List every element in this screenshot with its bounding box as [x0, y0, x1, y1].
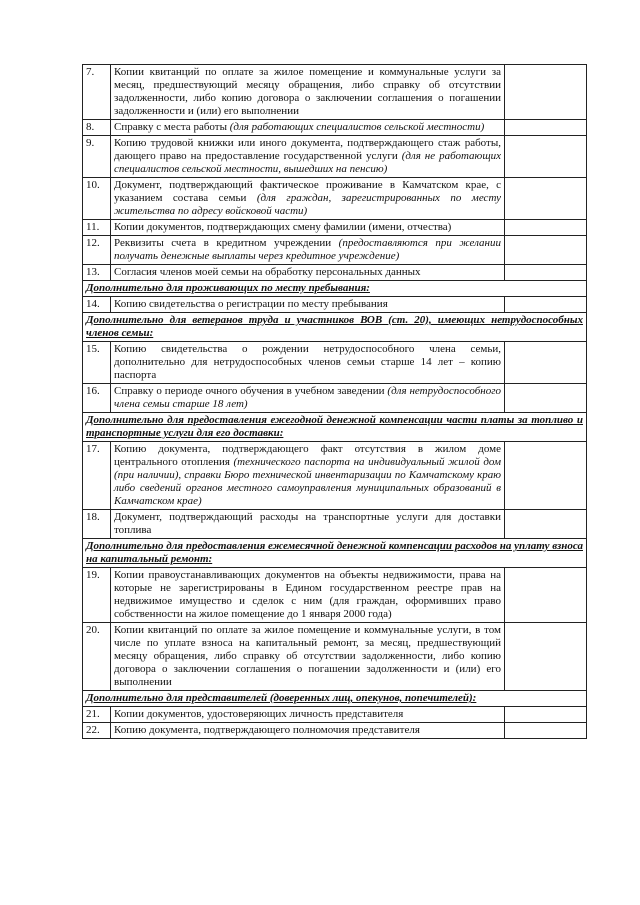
document-text: Реквизиты счета в кредитном учреждении	[114, 237, 339, 249]
document-row	[83, 178, 587, 220]
section-heading-row	[83, 413, 587, 442]
document-description	[111, 568, 505, 623]
document-row	[83, 120, 587, 136]
row-number: 8.	[83, 120, 111, 136]
document-description	[111, 297, 505, 313]
document-row	[83, 442, 587, 510]
row-number: 14.	[83, 297, 111, 313]
mark-cell[interactable]	[505, 568, 587, 623]
document-text: Копию документа, подтверждающего полномочия представителя	[114, 724, 420, 736]
documents-table	[82, 64, 587, 739]
document-row	[83, 65, 587, 120]
document-row	[83, 236, 587, 265]
mark-cell[interactable]	[505, 297, 587, 313]
row-number: 13.	[83, 265, 111, 281]
document-description	[111, 178, 505, 220]
mark-cell[interactable]	[505, 236, 587, 265]
document-note: (для нетрудоспособного члена семьи старше 18 лет)	[114, 385, 501, 410]
row-number: 22.	[83, 723, 111, 739]
mark-cell[interactable]	[505, 442, 587, 510]
document-row	[83, 723, 587, 739]
document-note: (для не работающих специалистов сельской местности, вышедших на пенсию)	[114, 150, 502, 175]
document-description	[111, 510, 505, 539]
document-note: (для граждан, зарегистрированных по месту жительства по адресу войсковой части)	[114, 192, 501, 217]
mark-cell[interactable]	[505, 265, 587, 281]
mark-cell[interactable]	[505, 623, 587, 691]
document-description	[111, 623, 505, 691]
mark-cell[interactable]	[505, 65, 587, 120]
document-row	[83, 568, 587, 623]
row-number: 16.	[83, 384, 111, 413]
row-number: 7.	[83, 65, 111, 120]
document-description	[111, 342, 505, 384]
document-text: Документ, подтверждающий фактическое проживание в Камчатском крае, с указанием состава семьи	[114, 179, 501, 204]
document-text: Копию трудовой книжки или иного документа, подтверждающего стаж работы, дающего право на предоставление государственной услуги	[114, 137, 501, 162]
document-text: Копии правоустанавливающих документов на объекты недвижимости, права на которые не зарегистрированы в Едином государственном реестре прав на недвижимое имущество и сделок с ним (для граждан, оформивших право собственности на жилое помещение до 1 января 2000 года)	[114, 569, 501, 620]
document-text: Справку о периоде очного обучения в учебном заведении	[114, 385, 388, 397]
document-row	[83, 136, 587, 178]
document-description	[111, 120, 505, 136]
row-number: 17.	[83, 442, 111, 510]
document-row	[83, 342, 587, 384]
document-text: Справку с места работы	[114, 121, 230, 133]
row-number: 20.	[83, 623, 111, 691]
document-description	[111, 707, 505, 723]
document-row	[83, 623, 587, 691]
document-description	[111, 220, 505, 236]
mark-cell[interactable]	[505, 136, 587, 178]
mark-cell[interactable]	[505, 220, 587, 236]
document-text: Копию документа, подтверждающего факт отсутствия в жилом доме центрального отопления	[114, 443, 501, 468]
mark-cell[interactable]	[505, 707, 587, 723]
section-heading: Дополнительно для ветеранов труда и участников ВОВ (ст. 20), имеющих нетрудоспособных членов семьи:	[83, 313, 587, 342]
document-note: (предоставляются при желании получать денежные выплаты через кредитное учреждение)	[114, 237, 502, 262]
document-row	[83, 384, 587, 413]
row-number: 18.	[83, 510, 111, 539]
document-description	[111, 65, 505, 120]
document-text: Копии квитанций по оплате за жилое помещение и коммунальные услуги за месяц, предшествующий месяцу обращения, либо справку об отсутствии задолженности, либо копию договора о заключении соглашения о погашении задолженности и (или) его выполнении	[114, 66, 501, 117]
row-number: 19.	[83, 568, 111, 623]
document-row	[83, 707, 587, 723]
section-heading: Дополнительно для предоставления ежемесячной денежной компенсации расходов на уплату взноса на капитальный ремонт:	[83, 539, 587, 568]
document-row	[83, 265, 587, 281]
mark-cell[interactable]	[505, 120, 587, 136]
document-description	[111, 384, 505, 413]
row-number: 15.	[83, 342, 111, 384]
section-heading-row	[83, 281, 587, 297]
document-text: Копии документов, подтверждающих смену фамилии (имени, отчества)	[114, 221, 452, 233]
documents-table-body	[83, 65, 587, 739]
document-row	[83, 510, 587, 539]
section-heading: Дополнительно для предоставления ежегодной денежной компенсации части платы за топливо и транспортные услуги для его доставки:	[83, 413, 587, 442]
document-text: Копию свидетельства о рождении нетрудоспособного члена семьи, дополнительно для нетрудоспособных членов семьи старше 14 лет – копию паспорта	[114, 343, 501, 381]
section-heading: Дополнительно для представителей (доверенных лиц, опекунов, попечителей):	[83, 691, 587, 707]
mark-cell[interactable]	[505, 178, 587, 220]
document-note: (для работающих специалистов сельской местности)	[229, 121, 485, 133]
row-number: 12.	[83, 236, 111, 265]
section-heading: Дополнительно для проживающих по месту пребывания:	[83, 281, 587, 297]
document-description	[111, 723, 505, 739]
mark-cell[interactable]	[505, 384, 587, 413]
mark-cell[interactable]	[505, 342, 587, 384]
document-row	[83, 297, 587, 313]
row-number: 10.	[83, 178, 111, 220]
row-number: 21.	[83, 707, 111, 723]
section-heading-row	[83, 313, 587, 342]
section-heading-row	[83, 691, 587, 707]
document-row	[83, 220, 587, 236]
document-description	[111, 136, 505, 178]
document-text: Согласия членов моей семьи на обработку персональных данных	[114, 266, 421, 278]
document-text: Документ, подтверждающий расходы на транспортные услуги для доставки топлива	[114, 511, 501, 536]
document-note: (технического паспорта на индивидуальный жилой дом (при наличии), справки Бюро технической инвентаризации по Камчатскому краю либо сведений органов местного самоуправления муниципальных образований в Камчатском крае)	[114, 456, 501, 507]
mark-cell[interactable]	[505, 723, 587, 739]
row-number: 11.	[83, 220, 111, 236]
document-text: Копии документов, удостоверяющих личность представителя	[114, 708, 404, 720]
document-text: Копию свидетельства о регистрации по месту пребывания	[114, 298, 388, 310]
row-number: 9.	[83, 136, 111, 178]
document-description	[111, 236, 505, 265]
section-heading-row	[83, 539, 587, 568]
document-description	[111, 265, 505, 281]
document-description	[111, 442, 505, 510]
document-text: Копии квитанций по оплате за жилое помещение и коммунальные услуги, в том числе по уплате взноса на капитальный ремонт, за месяц, предшествующий месяцу обращения, либо справку об отсутствии задолженности, либо копию договора о заключении соглашения о погашении задолженности и (или) его выполнении	[114, 624, 501, 688]
mark-cell[interactable]	[505, 510, 587, 539]
